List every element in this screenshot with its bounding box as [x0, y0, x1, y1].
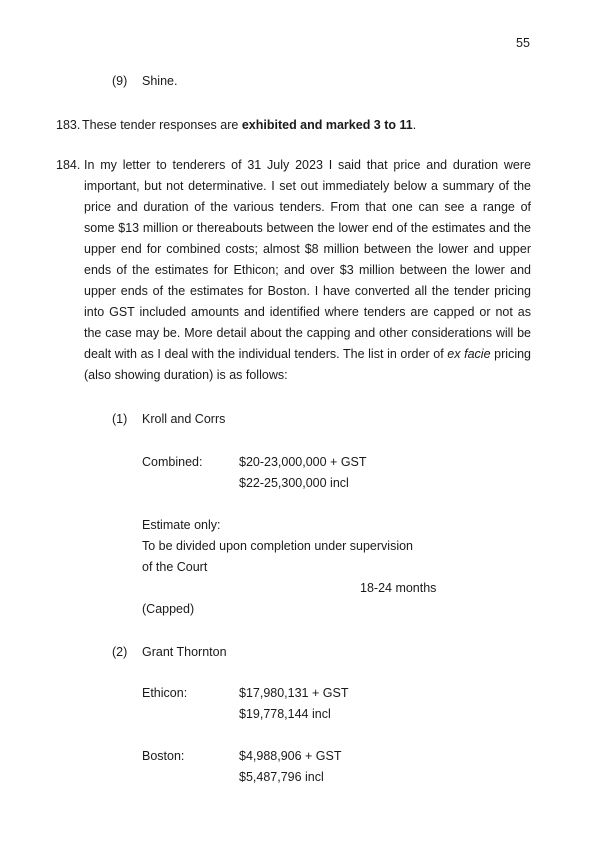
paragraph-184-text-italic: ex facie [447, 347, 491, 361]
paragraph-184-text-main: In my letter to tenderers of 31 July 2023 I said that price and duration were important, but not determinative. I set out immediately below a summary of the price and duration of the various tenders. From that one can see a range of some $13 million or thereabouts between the lower end of the estimates and the upper end for combined costs; almost $8 million between the lower and upper ends of the estimates for Ethicon; and over $3 million between the lower and upper ends of the estimates for Boston. I have converted all the tender pricing into GST included amounts and identified where tenders are capped or not as the case may be. More detail about the capping and other considerations will be dealt with as I deal with the individual tenders. The list in order of [84, 158, 531, 361]
paragraph-183-text-end: . [412, 118, 417, 132]
paragraph-183-text [82, 118, 416, 132]
tender-2-ethicon-incl-gst: $19,778,144 incl [239, 707, 331, 721]
tender-1-number: (1) [112, 412, 128, 426]
tender-1-combined-label: Combined: [142, 455, 203, 469]
paragraph-184-number: 184. [56, 158, 81, 172]
paragraph-183-text-bold: exhibited and marked 3 to 11 [241, 118, 413, 132]
page-number: 55 [516, 36, 530, 50]
paragraph-184-text-end: pricing (also showing duration) is as follows: [84, 347, 532, 382]
tender-1-combined-ex-gst: $20-23,000,000 + GST [239, 455, 367, 469]
tender-1-capped: (Capped) [142, 602, 195, 616]
list-item-number: (9) [112, 74, 128, 88]
paragraph-183-number: 183. [56, 118, 81, 132]
tender-2-ethicon-ex-gst: $17,980,131 + GST [239, 686, 349, 700]
tender-1-estimate-line-3: of the Court [142, 560, 208, 574]
tender-2-boston-ex-gst: $4,988,906 + GST [239, 749, 342, 763]
tender-1-estimate-line-2: To be divided upon completion under supervision [142, 539, 414, 553]
tender-1-combined-incl-gst: $22-25,300,000 incl [239, 476, 349, 490]
tender-1-duration: 18-24 months [360, 581, 437, 595]
list-item-9 [112, 74, 177, 88]
tender-1-name: Kroll and Corrs [142, 412, 226, 426]
tender-2-name: Grant Thornton [142, 645, 227, 659]
paragraph-184-text [84, 155, 531, 386]
list-item-text: Shine. [142, 74, 178, 88]
tender-2-ethicon-label: Ethicon: [142, 686, 188, 700]
tender-2-number: (2) [112, 645, 128, 659]
paragraph-183-text-plain: These tender responses are [82, 118, 242, 132]
tender-2-boston-incl-gst: $5,487,796 incl [239, 770, 324, 784]
tender-2-boston-label: Boston: [142, 749, 185, 763]
tender-1-estimate-line-1: Estimate only: [142, 518, 221, 532]
